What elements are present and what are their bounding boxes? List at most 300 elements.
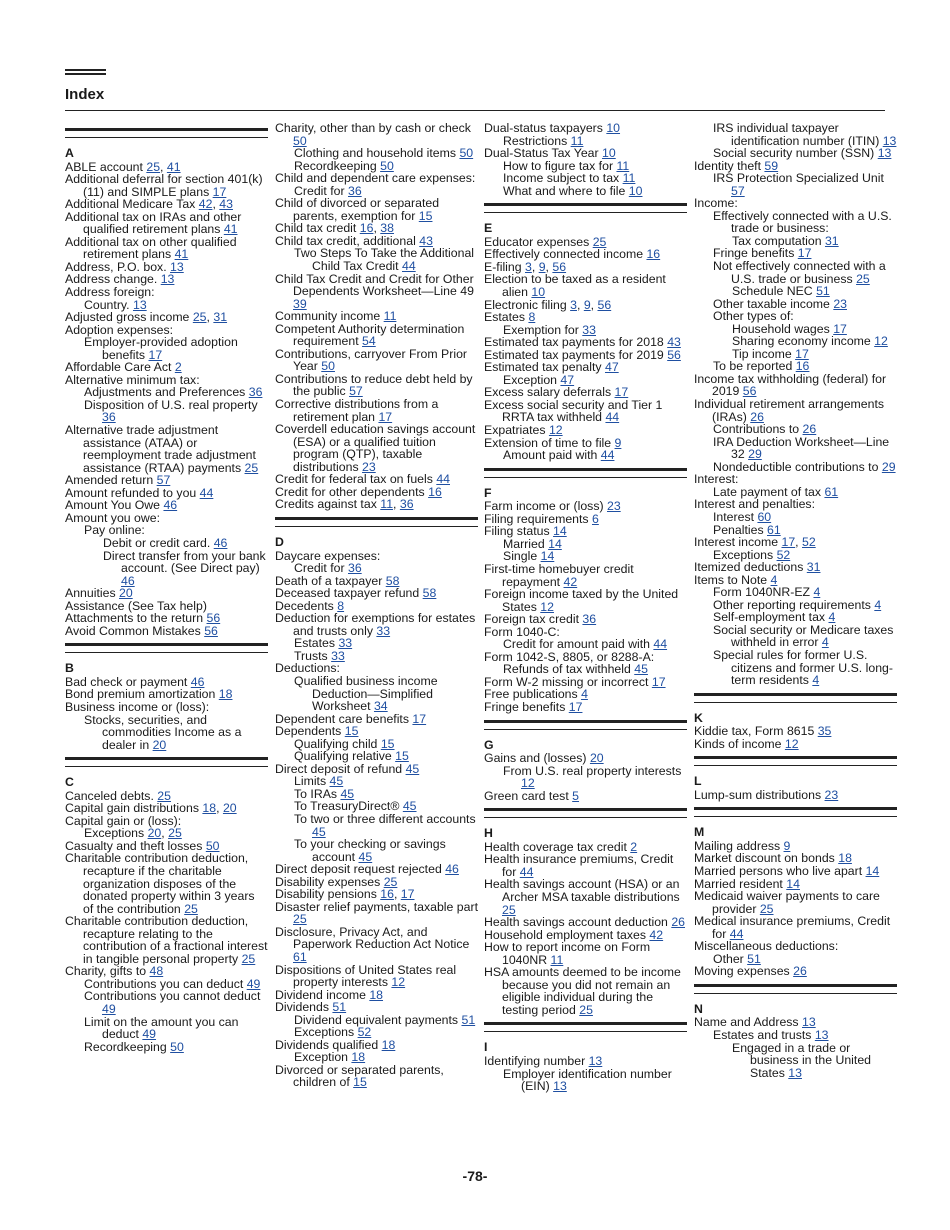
page-link[interactable]: 51: [461, 1012, 476, 1027]
section-divider: [65, 757, 268, 767]
entry-text: Bad check or payment: [65, 674, 191, 689]
page-link[interactable]: 56: [206, 611, 221, 626]
page-link[interactable]: 18: [838, 851, 852, 866]
index-entry: [65, 550, 268, 588]
page-link[interactable]: 16: [795, 359, 810, 374]
entry-text: HSA amounts deemed to be income because you did not remain an eligible individual during the testing period: [484, 965, 681, 1017]
entry-text: Address, P.O. box.: [65, 259, 171, 274]
index-entry: [65, 1016, 268, 1041]
entry-text: Form 1042-S, 8805, or 8288-A:: [484, 649, 655, 664]
page-link[interactable]: 45: [312, 824, 326, 839]
entry-text: What and where to file: [503, 183, 629, 198]
page-link[interactable]: 6: [591, 511, 599, 526]
page-link[interactable]: 12: [391, 975, 406, 990]
section-letter: B: [65, 661, 74, 676]
page-link[interactable]: 14: [540, 549, 555, 564]
entry-text: Contributions, carryover From Prior Year: [275, 346, 468, 374]
page-link[interactable]: 5: [572, 788, 580, 803]
entry-text: Deduction for exemptions for estates and trusts only: [275, 611, 476, 638]
entry-text: How to figure tax for: [503, 158, 617, 173]
section-letter: E: [484, 221, 493, 236]
page-link[interactable]: 23: [824, 787, 839, 802]
page-link[interactable]: 58: [385, 573, 400, 588]
page-link[interactable]: 36: [102, 410, 116, 425]
page-link[interactable]: 20: [147, 826, 162, 841]
entry-text: Excess salary deferrals: [484, 385, 615, 400]
page-link[interactable]: 25: [244, 460, 259, 475]
page-link[interactable]: 42: [563, 574, 578, 589]
section-letter: G: [484, 737, 494, 752]
page-link[interactable]: 25: [157, 788, 171, 803]
entry-text: Child of divorced or separated parents, exemption for: [275, 196, 440, 223]
page-link[interactable]: 13: [814, 1028, 829, 1042]
page-link[interactable]: 20: [222, 801, 237, 816]
entry-text: Contributions to reduce debt held by the public: [275, 371, 473, 399]
index-entry: [694, 738, 897, 751]
page-link[interactable]: 56: [204, 623, 218, 638]
page-link[interactable]: 44: [605, 410, 620, 425]
index-entry: Child tax credit 16, 38: [275, 221, 394, 236]
entry-text: Income:: [694, 196, 738, 211]
title-divider: [65, 110, 885, 111]
entry-text: Dividends: [275, 1000, 333, 1015]
page-link[interactable]: 42: [198, 197, 213, 212]
page-link[interactable]: 35: [817, 724, 832, 739]
page-link[interactable]: 25: [383, 874, 398, 889]
page-link[interactable]: 13: [553, 1079, 567, 1094]
entry-text: Lump-sum distributions: [694, 787, 825, 802]
page-link[interactable]: 56: [552, 259, 567, 274]
page-link[interactable]: 33: [331, 648, 345, 663]
page-link[interactable]: 14: [865, 863, 880, 878]
page-link[interactable]: 44: [600, 448, 615, 463]
letter-section-c: [65, 757, 268, 1053]
page-link[interactable]: 4: [813, 585, 821, 600]
page-link[interactable]: 13: [788, 1065, 802, 1080]
page-link[interactable]: 12: [521, 776, 535, 791]
page-link[interactable]: 25: [293, 912, 307, 927]
page-link[interactable]: 25: [579, 1002, 593, 1017]
entry-text: Credit for federal tax on fuels: [275, 472, 437, 487]
page-link[interactable]: 50: [293, 133, 307, 148]
letter-section-h: [484, 808, 687, 1016]
page-link[interactable]: 10: [628, 183, 643, 198]
entry-text: Contributions you cannot deduct: [84, 989, 261, 1004]
page-link[interactable]: 57: [731, 183, 745, 198]
page-link[interactable]: 15: [395, 749, 409, 764]
page-link[interactable]: 43: [419, 233, 433, 248]
entry-text: Extension of time to file: [484, 435, 615, 450]
page-link[interactable]: 26: [750, 409, 764, 424]
page-link[interactable]: 25: [759, 901, 774, 916]
page-link[interactable]: 26: [802, 422, 817, 437]
entry-text: Other reporting requirements: [713, 597, 875, 612]
page-link[interactable]: 8: [528, 310, 536, 325]
section-divider: [694, 693, 897, 703]
page-link[interactable]: 12: [540, 599, 554, 614]
page-link[interactable]: 13: [132, 297, 147, 312]
page-link[interactable]: 46: [445, 862, 459, 877]
page-link[interactable]: 4: [770, 572, 778, 587]
index-entry: [65, 990, 268, 1015]
page-link[interactable]: 2: [630, 839, 638, 854]
page-link[interactable]: 45: [329, 774, 344, 789]
section-letter: C: [65, 775, 74, 790]
page-link[interactable]: 12: [784, 736, 799, 751]
page-link[interactable]: 14: [553, 524, 567, 539]
entry-text: Decedents: [275, 598, 338, 613]
page-link[interactable]: 43: [667, 335, 681, 350]
page-link[interactable]: 20: [589, 751, 604, 766]
entry-text: Kinds of income: [694, 736, 785, 751]
section-letter: A: [65, 146, 74, 160]
page-link[interactable]: 11: [622, 171, 636, 186]
page-link[interactable]: 31: [824, 233, 839, 248]
page-link[interactable]: 57: [156, 473, 171, 488]
page-link[interactable]: 17: [412, 711, 427, 726]
page-link[interactable]: 61: [824, 484, 839, 499]
page-link[interactable]: 13: [160, 272, 175, 287]
entry-text: Self-employment tax: [713, 610, 829, 625]
page-link[interactable]: 51: [747, 951, 761, 966]
page-link[interactable]: 25: [168, 826, 182, 841]
index-entry: Electronic filing 3, 9, 56: [484, 297, 612, 312]
page-link[interactable]: 52: [802, 535, 816, 550]
page-link[interactable]: 18: [381, 1037, 396, 1052]
page-link[interactable]: 9: [583, 297, 591, 312]
page-link[interactable]: 20: [119, 586, 133, 601]
page-link[interactable]: 36: [348, 561, 362, 576]
page-link[interactable]: 33: [338, 636, 353, 651]
entry-text: Other taxable income: [713, 296, 834, 311]
page-link[interactable]: 31: [806, 560, 821, 575]
page-link[interactable]: 23: [833, 296, 847, 311]
page-link[interactable]: 36: [348, 183, 362, 198]
page-link[interactable]: 42: [649, 927, 664, 942]
page-link[interactable]: 17: [148, 347, 163, 362]
index-entry: [694, 398, 897, 423]
page-link[interactable]: 45: [634, 662, 648, 677]
page-link[interactable]: 13: [877, 146, 892, 161]
page-link[interactable]: 44: [199, 485, 214, 500]
header-rule-top: [65, 69, 106, 71]
page-link[interactable]: 25: [241, 951, 256, 966]
entry-text: Income subject to tax: [503, 171, 623, 186]
page-link[interactable]: 26: [793, 964, 807, 979]
entry-text: Additional tax on other qualified retirement plans: [65, 234, 237, 262]
entry-text: Credit for: [294, 183, 348, 198]
page-link[interactable]: 4: [874, 597, 882, 612]
entry-text: Form 1040-C:: [484, 624, 560, 639]
page-link[interactable]: 17: [400, 887, 415, 902]
page-link[interactable]: 25: [146, 159, 161, 174]
page-link[interactable]: 18: [202, 801, 217, 816]
index-entry: [484, 853, 687, 878]
section-divider: [484, 203, 687, 213]
entry-text: To your checking or savings account: [294, 837, 446, 864]
page-link[interactable]: 43: [219, 197, 233, 212]
page-link[interactable]: 20: [152, 737, 167, 752]
page-link[interactable]: 60: [757, 509, 772, 524]
entry-text: Exceptions: [713, 547, 777, 562]
page-link[interactable]: 39: [293, 296, 307, 311]
page-link[interactable]: 45: [405, 761, 420, 776]
entry-text: Identity theft: [694, 158, 765, 173]
page-link[interactable]: 46: [190, 674, 205, 689]
page-link[interactable]: 17: [614, 385, 629, 400]
page-link[interactable]: 16: [646, 247, 661, 262]
entry-text: Exceptions: [84, 826, 148, 841]
page-link[interactable]: 9: [538, 259, 546, 274]
entry-text: Disaster relief payments, taxable part: [275, 899, 478, 914]
page-link[interactable]: 23: [362, 459, 376, 474]
index-column-2: [275, 122, 478, 1089]
section-divider: [694, 807, 897, 817]
entry-text: Capital gain or (loss):: [65, 813, 182, 828]
page-link[interactable]: 12: [548, 423, 563, 438]
entry-text: Charity, gifts to: [65, 964, 150, 979]
index-entry: [694, 965, 897, 978]
index-entry: [484, 966, 687, 1016]
index-entry: [484, 563, 687, 588]
entry-text: Additional deferral for section 401(k)(11) and SIMPLE plans: [65, 172, 263, 199]
entry-text: Tax computation: [732, 233, 825, 248]
page-link[interactable]: 16: [428, 484, 442, 499]
entry-text: Nondeductible contributions to: [713, 459, 882, 474]
page-link[interactable]: 13: [802, 1015, 816, 1030]
section-letter: M: [694, 825, 705, 840]
page-link[interactable]: 44: [653, 637, 668, 652]
page-link[interactable]: 52: [357, 1025, 372, 1040]
page-link[interactable]: 15: [353, 1075, 367, 1090]
page-link[interactable]: 50: [321, 359, 335, 374]
page-link[interactable]: 8: [337, 598, 345, 613]
page-link[interactable]: 52: [776, 547, 791, 562]
index-entry: [275, 1064, 478, 1089]
page-link[interactable]: 36: [399, 497, 414, 512]
page-link[interactable]: 11: [616, 158, 630, 173]
page-link[interactable]: 3: [525, 259, 532, 274]
section-divider: [484, 808, 687, 818]
page-link[interactable]: 4: [828, 610, 836, 625]
entry-text: Community income: [275, 309, 384, 324]
page-link[interactable]: 45: [402, 799, 417, 814]
entry-text: Excess social security and Tier 1 RRTA tax withheld: [484, 397, 663, 425]
page-link[interactable]: 46: [163, 498, 178, 513]
entry-text: Dividends qualified: [275, 1037, 382, 1052]
page-link[interactable]: 56: [667, 347, 681, 362]
page-link[interactable]: 51: [816, 284, 830, 299]
letter-section-k: [694, 693, 897, 751]
entry-text: Late payment of tax: [713, 484, 825, 499]
index-entry: [275, 926, 478, 964]
page-link[interactable]: 4: [821, 635, 829, 650]
page-link[interactable]: 38: [380, 221, 394, 236]
page-link[interactable]: 49: [142, 1027, 157, 1042]
page-link[interactable]: 51: [332, 1000, 347, 1015]
page-link[interactable]: 47: [604, 360, 619, 375]
entry-text: Other: [713, 951, 748, 966]
entry-text: Address change.: [65, 272, 161, 287]
page-link[interactable]: 41: [174, 247, 189, 262]
section-letter: D: [275, 534, 284, 549]
page-link[interactable]: 2: [174, 360, 182, 375]
entry-text: Charity, other than by cash or check: [275, 121, 471, 135]
page-link[interactable]: 25: [184, 901, 198, 916]
entry-text: To be reported: [713, 359, 796, 374]
section-divider: [484, 1022, 687, 1032]
page-link[interactable]: 17: [212, 184, 227, 199]
page-link[interactable]: 10: [602, 146, 616, 161]
page-link[interactable]: 48: [149, 964, 164, 979]
page-link[interactable]: 50: [380, 158, 394, 173]
page-link[interactable]: 33: [376, 623, 391, 638]
entry-text: Farm income or (loss): [484, 499, 607, 514]
index-entry: [694, 624, 897, 649]
page-link[interactable]: 36: [582, 612, 597, 627]
index-entry: [694, 915, 897, 940]
page-link[interactable]: 3: [570, 297, 577, 312]
page-link[interactable]: 12: [874, 334, 888, 349]
page-link[interactable]: 15: [380, 736, 395, 751]
page-link[interactable]: 15: [344, 724, 359, 739]
page-link[interactable]: 44: [436, 472, 450, 487]
page-link[interactable]: 47: [560, 372, 575, 387]
entry-text: Dependent care benefits: [275, 711, 413, 726]
page-link[interactable]: 57: [349, 384, 363, 399]
page-link[interactable]: 50: [205, 838, 220, 853]
page-link[interactable]: 17: [833, 321, 847, 336]
page-link[interactable]: 13: [588, 1054, 603, 1068]
page-link[interactable]: 59: [764, 158, 779, 173]
page-link[interactable]: 13: [882, 133, 897, 148]
page-link[interactable]: 18: [351, 1050, 366, 1065]
page-link[interactable]: 44: [519, 864, 534, 879]
page-link[interactable]: 61: [293, 950, 307, 964]
page-link[interactable]: 25: [192, 310, 207, 325]
index-entry: [275, 398, 478, 423]
page-link[interactable]: 61: [767, 522, 781, 537]
index-entry: [275, 247, 478, 272]
page-link[interactable]: 50: [170, 1039, 184, 1054]
page-link[interactable]: 56: [742, 384, 757, 399]
entry-text: Dual-status taxpayers: [484, 121, 607, 135]
entry-text: Fringe benefits: [484, 699, 569, 714]
page-link[interactable]: 44: [729, 926, 744, 941]
page-link[interactable]: 4: [812, 673, 820, 688]
page-link[interactable]: 46: [213, 535, 228, 550]
entry-text: Name and Address: [694, 1015, 802, 1030]
page-link[interactable]: 4: [581, 687, 588, 702]
page-link[interactable]: 49: [246, 976, 261, 991]
page-link[interactable]: 18: [369, 987, 384, 1002]
page-link[interactable]: 11: [550, 952, 564, 967]
index-entry: [65, 915, 268, 965]
entry-text: Additional tax on IRAs and other qualified retirement plans: [65, 209, 242, 237]
page-link[interactable]: 26: [671, 915, 685, 930]
page-link[interactable]: 36: [248, 385, 263, 400]
index-entry: Credits against tax 11, 36: [275, 497, 414, 512]
page-link[interactable]: 9: [783, 838, 791, 853]
page-link[interactable]: 10: [531, 285, 546, 300]
page-link[interactable]: 17: [795, 346, 809, 361]
page-link[interactable]: 45: [340, 786, 355, 801]
page-link[interactable]: 46: [121, 573, 135, 588]
page-link[interactable]: 56: [597, 297, 612, 312]
page-link[interactable]: 33: [582, 322, 596, 337]
entry-text: Corrective distributions from a retirement plan: [275, 397, 439, 424]
page-link[interactable]: 50: [459, 146, 474, 161]
index-entry: Adjusted gross income 25, 31: [65, 310, 228, 325]
entry-text: Child tax credit, additional: [275, 233, 420, 248]
page-link[interactable]: 17: [651, 674, 666, 689]
page-link[interactable]: 17: [568, 699, 583, 714]
page-link[interactable]: 41: [166, 159, 181, 174]
entry-text: Recordkeeping: [84, 1039, 171, 1054]
page-link[interactable]: 13: [170, 259, 184, 274]
page-link[interactable]: 34: [373, 699, 388, 714]
entry-text: Additional Medicare Tax: [65, 197, 199, 212]
page-link[interactable]: 31: [213, 310, 228, 325]
entry-text: Child tax credit: [275, 221, 360, 236]
page-link[interactable]: 10: [606, 121, 621, 135]
page-link[interactable]: 58: [422, 586, 437, 601]
entry-text: Market discount on bonds: [694, 851, 839, 866]
page-link[interactable]: 15: [418, 208, 433, 223]
page-link[interactable]: 11: [380, 497, 394, 512]
entry-text: Amount refunded to you: [65, 485, 200, 500]
page-link[interactable]: 11: [383, 309, 397, 324]
page-link[interactable]: 18: [218, 687, 233, 702]
page-link[interactable]: 29: [748, 447, 762, 462]
entry-text: Medicaid waiver payments to care provider: [694, 889, 880, 916]
page-link[interactable]: 16: [380, 887, 394, 902]
page-link[interactable]: 17: [797, 246, 812, 261]
page-link[interactable]: 25: [592, 234, 607, 249]
entry-text: Assistance (See Tax help): [65, 598, 207, 613]
page-link[interactable]: 25: [502, 902, 516, 917]
entry-text: Bond premium amortization: [65, 687, 219, 702]
index-entry: [484, 399, 687, 424]
entry-text: Not effectively connected with a U.S. trade or business: [713, 259, 886, 286]
section-divider: [484, 468, 687, 478]
letter-section-e: [484, 203, 687, 461]
entry-text: Address foreign:: [65, 285, 155, 300]
page-link[interactable]: 23: [607, 499, 621, 514]
page-link[interactable]: 29: [881, 459, 896, 474]
page-link[interactable]: 11: [570, 133, 584, 148]
entry-text: Estates: [294, 636, 339, 651]
index-entry: [484, 273, 687, 298]
entry-text: Exemption for: [503, 322, 583, 337]
page-link[interactable]: 17: [378, 409, 393, 424]
page-link[interactable]: 45: [358, 849, 373, 864]
page-link[interactable]: 54: [362, 334, 376, 349]
page-link[interactable]: 9: [614, 435, 622, 450]
page-link[interactable]: 17: [781, 535, 796, 550]
index-entry: [65, 399, 268, 424]
letter-section-i: [484, 1022, 687, 1092]
page-title: Index: [65, 86, 105, 103]
page-link[interactable]: 25: [856, 271, 870, 286]
page-link[interactable]: 44: [402, 259, 416, 274]
page-link[interactable]: 14: [786, 876, 800, 891]
page-link[interactable]: 41: [223, 222, 238, 237]
page-link[interactable]: 14: [548, 536, 562, 551]
index-entry: [694, 373, 897, 398]
page-link[interactable]: 49: [102, 1002, 116, 1016]
page-link[interactable]: 16: [359, 221, 374, 236]
